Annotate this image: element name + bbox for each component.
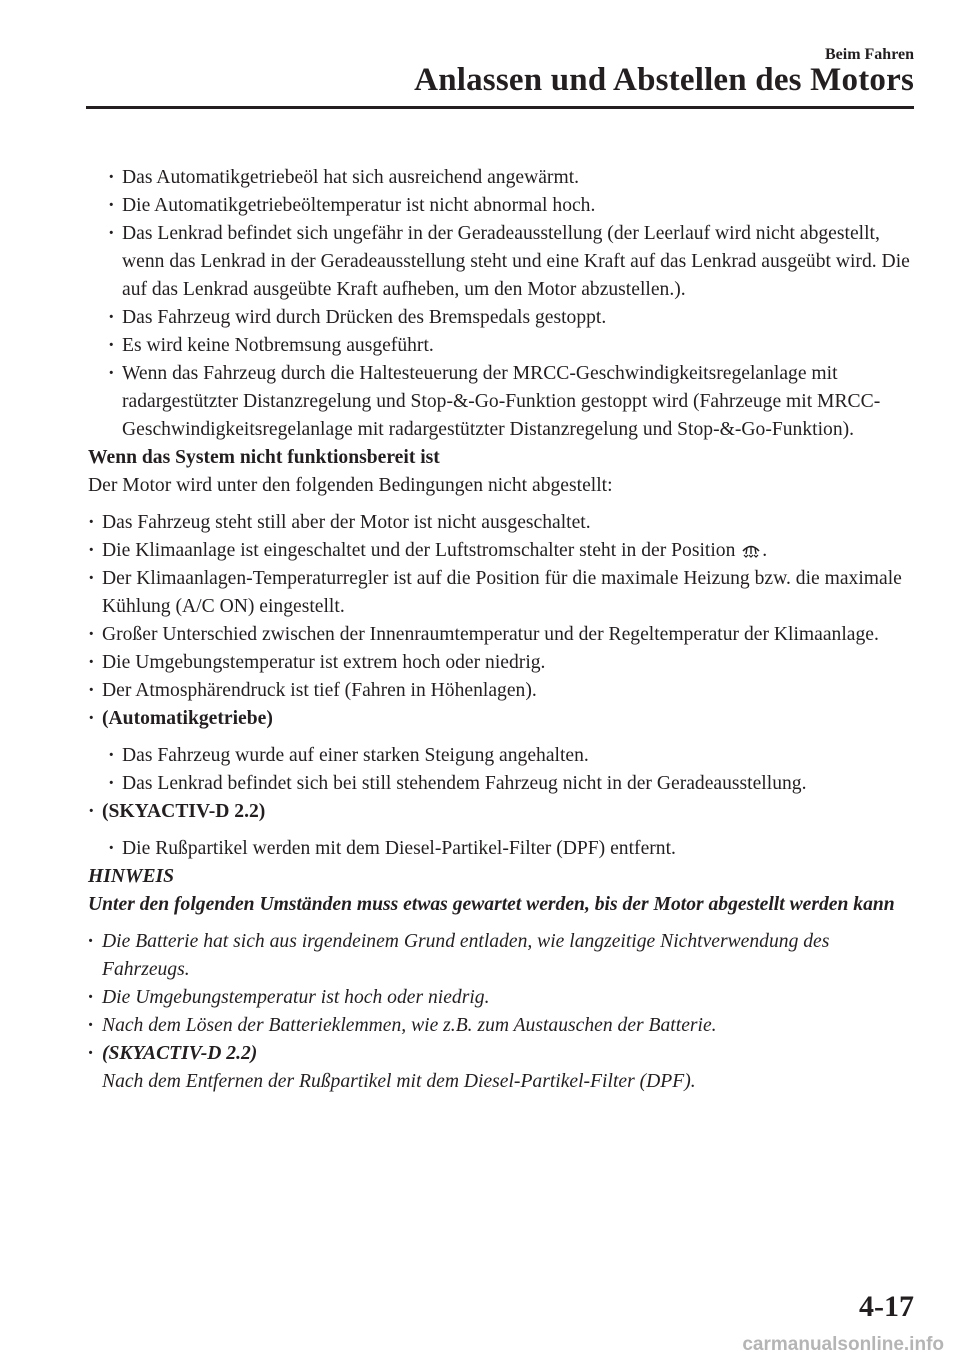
page-number: 4-17 [859,1290,914,1323]
group-label-automatic: · (Automatikgetriebe) [102,705,918,733]
section-name: Beim Fahren [824,46,914,63]
item-text: Die Klimaanlage ist eingeschaltet und der Luftstromschalter steht in der Position [102,540,736,561]
automatic-sublist [88,742,918,798]
list-item: · Die Automatikgetriebeöltemperatur ist nicht abnormal hoch. [122,192,918,220]
note-diesel-text: Nach dem Entfernen der Rußpartikel mit dem Diesel-Partikel-Filter (DPF). [102,1071,696,1092]
list-item: · Wenn das Fahrzeug durch die Haltesteuerung der MRCC-Geschwindigkeitsregelanlage mit radargestützter Distanzregelung und Stop-&-Go-Funktion gestoppt wird (Fahrzeuge mit MRCC-Geschwindigkeitsregelanlage mit radargestützter Distanzregelung und Stop-&-Go-Funktion). [122,360,918,444]
not-ready-list [88,509,918,733]
note-diesel-label: (SKYACTIV-D 2.2) [102,1043,258,1064]
list-item-diesel-note [102,1040,918,1096]
list-item: · Die Rußpartikel werden mit dem Diesel-Partikel-Filter (DPF) entfernt. [122,835,918,863]
note-heading: Unter den folgenden Umständen muss etwas gewartet werden, bis der Motor abgestellt werden kann [88,894,895,915]
list-item: · Das Automatikgetriebeöl hat sich ausreichend angewärmt. [122,164,918,192]
group-label-diesel: · (SKYACTIV-D 2.2) [102,798,918,826]
list-item: · Großer Unterschied zwischen der Innenraumtemperatur und der Regeltemperatur der Klimaanlage. [102,621,918,649]
list-item: · Der Atmosphärendruck ist tief (Fahren in Höhenlagen). [102,677,918,705]
list-item-defroster [102,537,918,565]
list-item: · Es wird keine Notbremsung ausgeführt. [122,332,918,360]
diesel-sublist [88,835,918,863]
page-title: Anlassen und Abstellen des Motors [414,62,914,98]
list-item: · Die Batterie hat sich aus irgendeinem Grund entladen, wie langzeitige Nichtverwendung des Fahrzeugs. [102,928,918,984]
conditions-list [88,164,918,444]
header-divider [86,106,914,109]
diesel-group [88,798,918,826]
item-text-end: . [762,540,768,561]
list-item: · Nach dem Lösen der Batterieklemmen, wie z.B. zum Austauschen der Batterie. [102,1012,918,1040]
list-item: · Die Umgebungstemperatur ist hoch oder niedrig. [102,984,918,1012]
list-item: · Das Fahrzeug wurde auf einer starken Steigung angehalten. [122,742,918,770]
list-item: · Die Umgebungstemperatur ist extrem hoch oder niedrig. [102,649,918,677]
section-heading: Wenn das System nicht funktionsbereit ist [88,447,440,468]
list-item: · Das Fahrzeug wird durch Drücken des Bremspedals gestoppt. [122,304,918,332]
list-item: · Das Lenkrad befindet sich ungefähr in der Geradeausstellung (der Leerlauf wird nicht abgestellt, wenn das Lenkrad in der Geradeausstellung steht und eine Kraft auf das Lenkrad ausgeübt wird. Die auf das Lenkrad ausgeübte Kraft aufheben, um den Motor abzustellen.). [122,220,918,304]
note-list [88,928,918,1096]
defroster-icon [740,539,762,559]
section-intro: Der Motor wird unter den folgenden Bedingungen nicht abgestellt: [88,475,613,496]
list-item: · Das Lenkrad befindet sich bei still stehendem Fahrzeug nicht in der Geradeausstellung. [122,770,918,798]
main-content [88,164,918,1096]
list-item: · Der Klimaanlagen-Temperaturregler ist auf die Position für die maximale Heizung bzw. die maximale Kühlung (A/C ON) eingestellt. [102,565,918,621]
watermark: carmanualsonline.info [742,1334,944,1355]
list-item: · Das Fahrzeug steht still aber der Motor ist nicht ausgeschaltet. [102,509,918,537]
note-label: HINWEIS [88,866,175,887]
